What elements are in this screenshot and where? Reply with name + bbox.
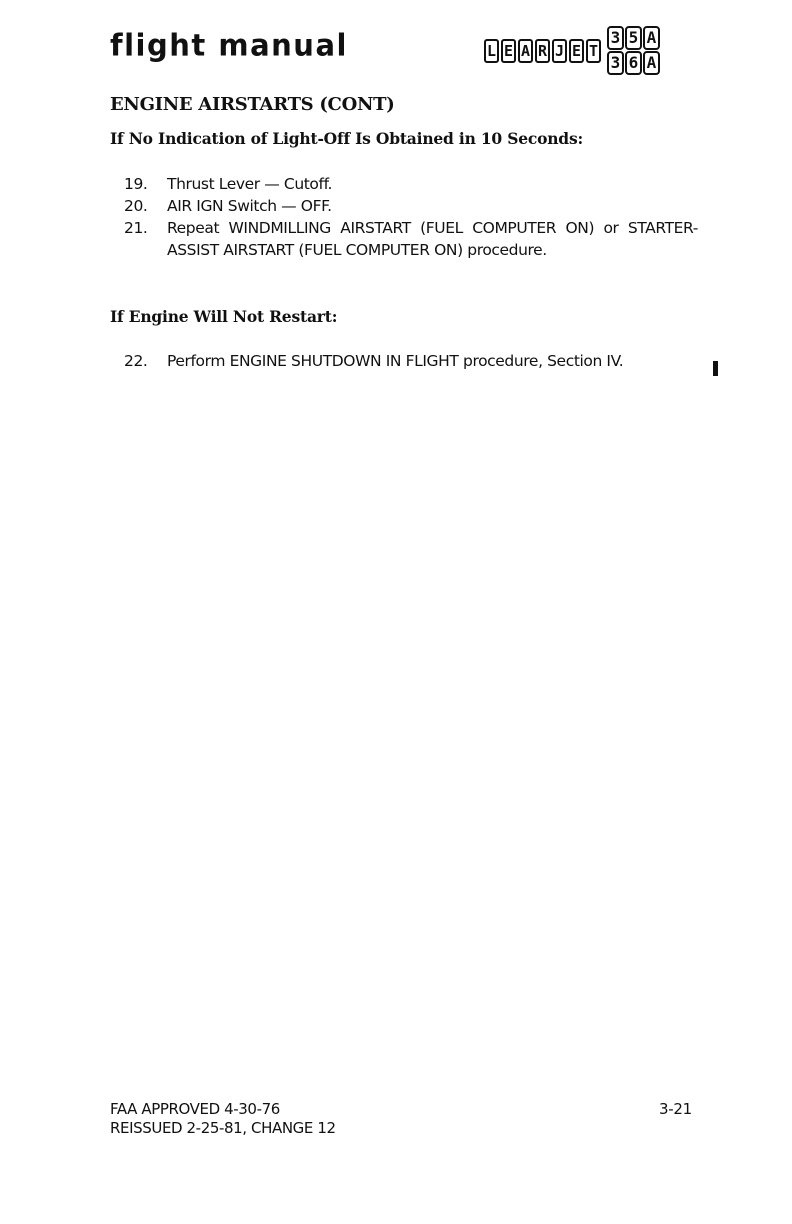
logo-model-char: 3 <box>607 26 624 50</box>
step-number: 20. <box>124 197 148 215</box>
manual-title: flight manual <box>110 27 348 63</box>
logo-letter: E <box>569 39 584 63</box>
step-number: 22. <box>124 352 148 370</box>
section-title: ENGINE AIRSTARTS (CONT) <box>110 94 395 115</box>
logo-letter: E <box>501 39 516 63</box>
logo-model-char: A <box>643 51 660 75</box>
footer-reissue: REISSUED 2-25-81, CHANGE 12 <box>110 1119 336 1137</box>
logo-model-35a <box>607 26 661 51</box>
logo-model-char: 3 <box>607 51 624 75</box>
logo-model-char: 6 <box>625 51 642 75</box>
learjet-logo <box>484 26 661 76</box>
step-text: Thrust Lever — Cutoff. <box>167 175 333 193</box>
logo-model-numbers <box>607 26 661 76</box>
page-number: 3-21 <box>659 1100 692 1118</box>
step-number: 19. <box>124 175 148 193</box>
step-text: Repeat WINDMILLING AIRSTART (FUEL COMPUTER ON) or STARTER-ASSIST AIRSTART (FUEL COMPUTER ON) procedure. <box>167 219 698 259</box>
logo-letter: T <box>586 39 601 63</box>
step-number: 21. <box>124 219 148 237</box>
procedure-step <box>124 217 698 261</box>
procedure-step <box>124 195 698 217</box>
step-text: Perform ENGINE SHUTDOWN IN FLIGHT procedure, Section IV. <box>167 352 624 370</box>
revision-change-bar <box>713 361 718 376</box>
subheading-no-light-off: If No Indication of Light-Off Is Obtained in 10 Seconds: <box>110 129 583 148</box>
procedure-step <box>124 173 698 195</box>
logo-letter: R <box>535 39 550 63</box>
logo-letter: J <box>552 39 567 63</box>
step-text: AIR IGN Switch — OFF. <box>167 197 332 215</box>
subheading-no-restart: If Engine Will Not Restart: <box>110 307 338 326</box>
logo-model-char: A <box>643 26 660 50</box>
logo-model-36a <box>607 51 661 76</box>
logo-letter: L <box>484 39 499 63</box>
footer-approval: FAA APPROVED 4-30-76 <box>110 1100 280 1118</box>
procedure-step <box>124 350 698 372</box>
logo-model-char: 5 <box>625 26 642 50</box>
logo-wordmark <box>484 39 603 63</box>
footer-approval-block <box>110 1100 336 1138</box>
logo-letter: A <box>518 39 533 63</box>
